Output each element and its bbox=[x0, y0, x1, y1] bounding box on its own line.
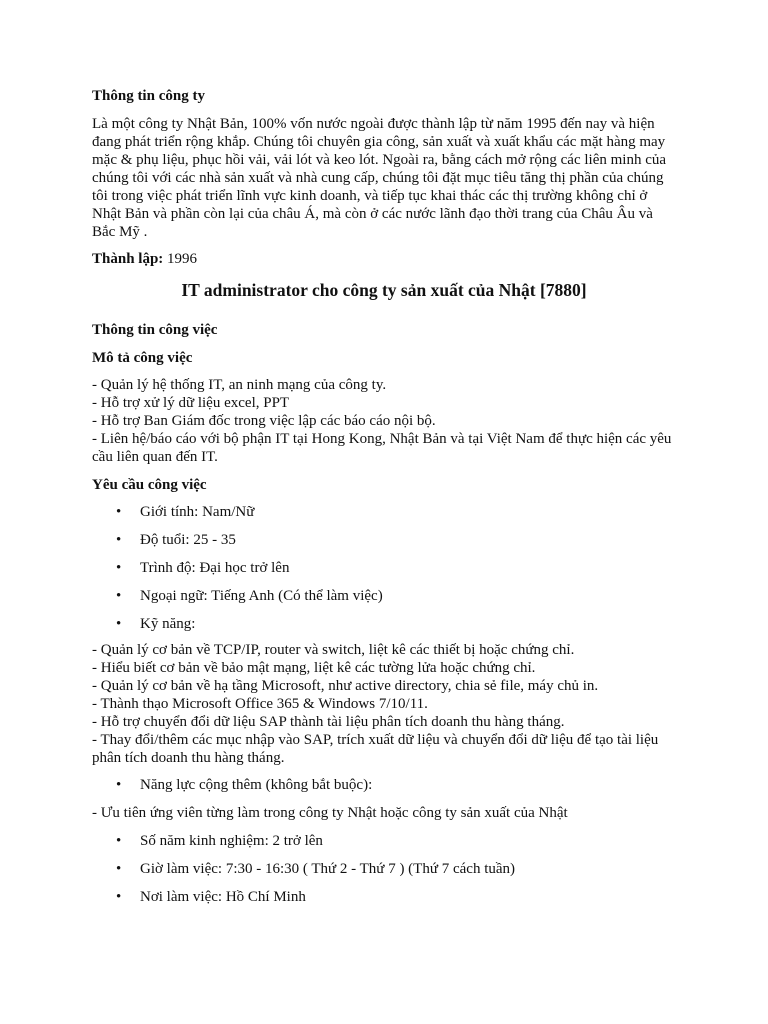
job-description-line: - Hỗ trợ Ban Giám đốc trong việc lập các báo cáo nội bộ. bbox=[92, 413, 436, 429]
skill-line: - Thành thạo Microsoft Office 365 & Windows 7/10/11. bbox=[92, 696, 428, 712]
bonus-list bbox=[92, 776, 676, 794]
list-item bbox=[92, 615, 676, 633]
bullet-icon: • bbox=[116, 588, 122, 604]
requirement-text: Độ tuổi: 25 - 35 bbox=[140, 532, 236, 548]
requirement-text: Giới tính: Nam/Nữ bbox=[140, 504, 255, 520]
job-info-title: Thông tin công việc bbox=[92, 322, 218, 338]
final-text: Số năm kinh nghiệm: 2 trở lên bbox=[140, 833, 323, 849]
founded-line bbox=[92, 250, 676, 268]
bullet-icon: • bbox=[116, 504, 122, 520]
skills-list bbox=[92, 641, 676, 767]
skill-line: - Quản lý cơ bản về hạ tầng Microsoft, như active directory, chia sẻ file, máy chủ in. bbox=[92, 678, 599, 694]
bullet-icon: • bbox=[116, 777, 122, 793]
list-item bbox=[92, 860, 676, 878]
founded-label: Thành lập: bbox=[92, 251, 164, 267]
company-section-title: Thông tin công ty bbox=[92, 88, 205, 104]
requirements-list bbox=[92, 503, 676, 633]
skill-line: - Hỗ trợ chuyển đổi dữ liệu SAP thành tài liệu phân tích doanh thu hàng tháng. bbox=[92, 714, 565, 730]
job-description-line: - Hỗ trợ xử lý dữ liệu excel, PPT bbox=[92, 395, 290, 411]
job-description-line: - Liên hệ/báo cáo với bộ phận IT tại Hong Kong, Nhật Bản và tại Việt Nam để thực hiện các yêu cầu liên quan đến IT. bbox=[92, 431, 672, 465]
list-item bbox=[92, 503, 676, 521]
list-item bbox=[92, 559, 676, 577]
company-description: Là một công ty Nhật Bản, 100% vốn nước ngoài được thành lập từ năm 1995 đến nay và hiện đang phát triển rộng khắp. Chúng tôi chuyên gia công, sản xuất và xuất khẩu các mặt hàng may mặc & phụ liệu, phục hồi vải, vải lót và keo lót. Ngoài ra, bằng cách mở rộng các liên minh của chúng tôi với các nhà sản xuất và nhà cung cấp, chúng tôi đặt mục tiêu tăng thị phần của chúng tôi trong việc phát triển lĩnh vực kinh doanh, và tiếp tục khai thác các thị trường không chỉ ở Nhật Bản và phần còn lại của châu Á, mà còn ở các nước lãnh đạo thời trang của Châu Âu và Bắc Mỹ . bbox=[92, 116, 667, 240]
job-description-line: - Quản lý hệ thống IT, an ninh mạng của công ty. bbox=[92, 377, 387, 393]
skill-line: - Quản lý cơ bản về TCP/IP, router và switch, liệt kê các thiết bị hoặc chứng chỉ. bbox=[92, 642, 575, 658]
final-list bbox=[92, 832, 676, 906]
list-item bbox=[92, 531, 676, 549]
requirement-text: Kỹ năng: bbox=[140, 616, 196, 632]
final-text: Nơi làm việc: Hồ Chí Minh bbox=[140, 889, 306, 905]
final-text: Giờ làm việc: 7:30 - 16:30 ( Thứ 2 - Thứ 7 ) (Thứ 7 cách tuần) bbox=[140, 861, 516, 877]
requirement-text: Ngoại ngữ: Tiếng Anh (Có thể làm việc) bbox=[140, 588, 383, 604]
bullet-icon: • bbox=[116, 833, 122, 849]
list-item bbox=[92, 888, 676, 906]
job-title: IT administrator cho công ty sản xuất của Nhật [7880] bbox=[181, 280, 587, 300]
bullet-icon: • bbox=[116, 560, 122, 576]
job-description-title: Mô tả công việc bbox=[92, 350, 193, 366]
bonus-text: Năng lực cộng thêm (không bắt buộc): bbox=[140, 777, 373, 793]
skill-line: - Hiểu biết cơ bản về bảo mật mạng, liệt kê các tường lửa hoặc chứng chỉ. bbox=[92, 660, 536, 676]
bullet-icon: • bbox=[116, 616, 122, 632]
list-item bbox=[92, 832, 676, 850]
founded-value: 1996 bbox=[163, 251, 198, 267]
bullet-icon: • bbox=[116, 889, 122, 905]
job-description-list bbox=[92, 376, 676, 466]
job-requirements-title: Yêu cầu công việc bbox=[92, 477, 207, 493]
bullet-icon: • bbox=[116, 861, 122, 877]
skill-line: - Thay đổi/thêm các mục nhập vào SAP, trích xuất dữ liệu và chuyển đổi dữ liệu để tạo tài liệu phân tích doanh thu hàng tháng. bbox=[92, 732, 659, 766]
list-item bbox=[92, 776, 676, 794]
list-item bbox=[92, 587, 676, 605]
requirement-text: Trình độ: Đại học trở lên bbox=[140, 560, 290, 576]
bonus-note: - Ưu tiên ứng viên từng làm trong công ty Nhật hoặc công ty sản xuất của Nhật bbox=[92, 805, 568, 821]
bullet-icon: • bbox=[116, 532, 122, 548]
